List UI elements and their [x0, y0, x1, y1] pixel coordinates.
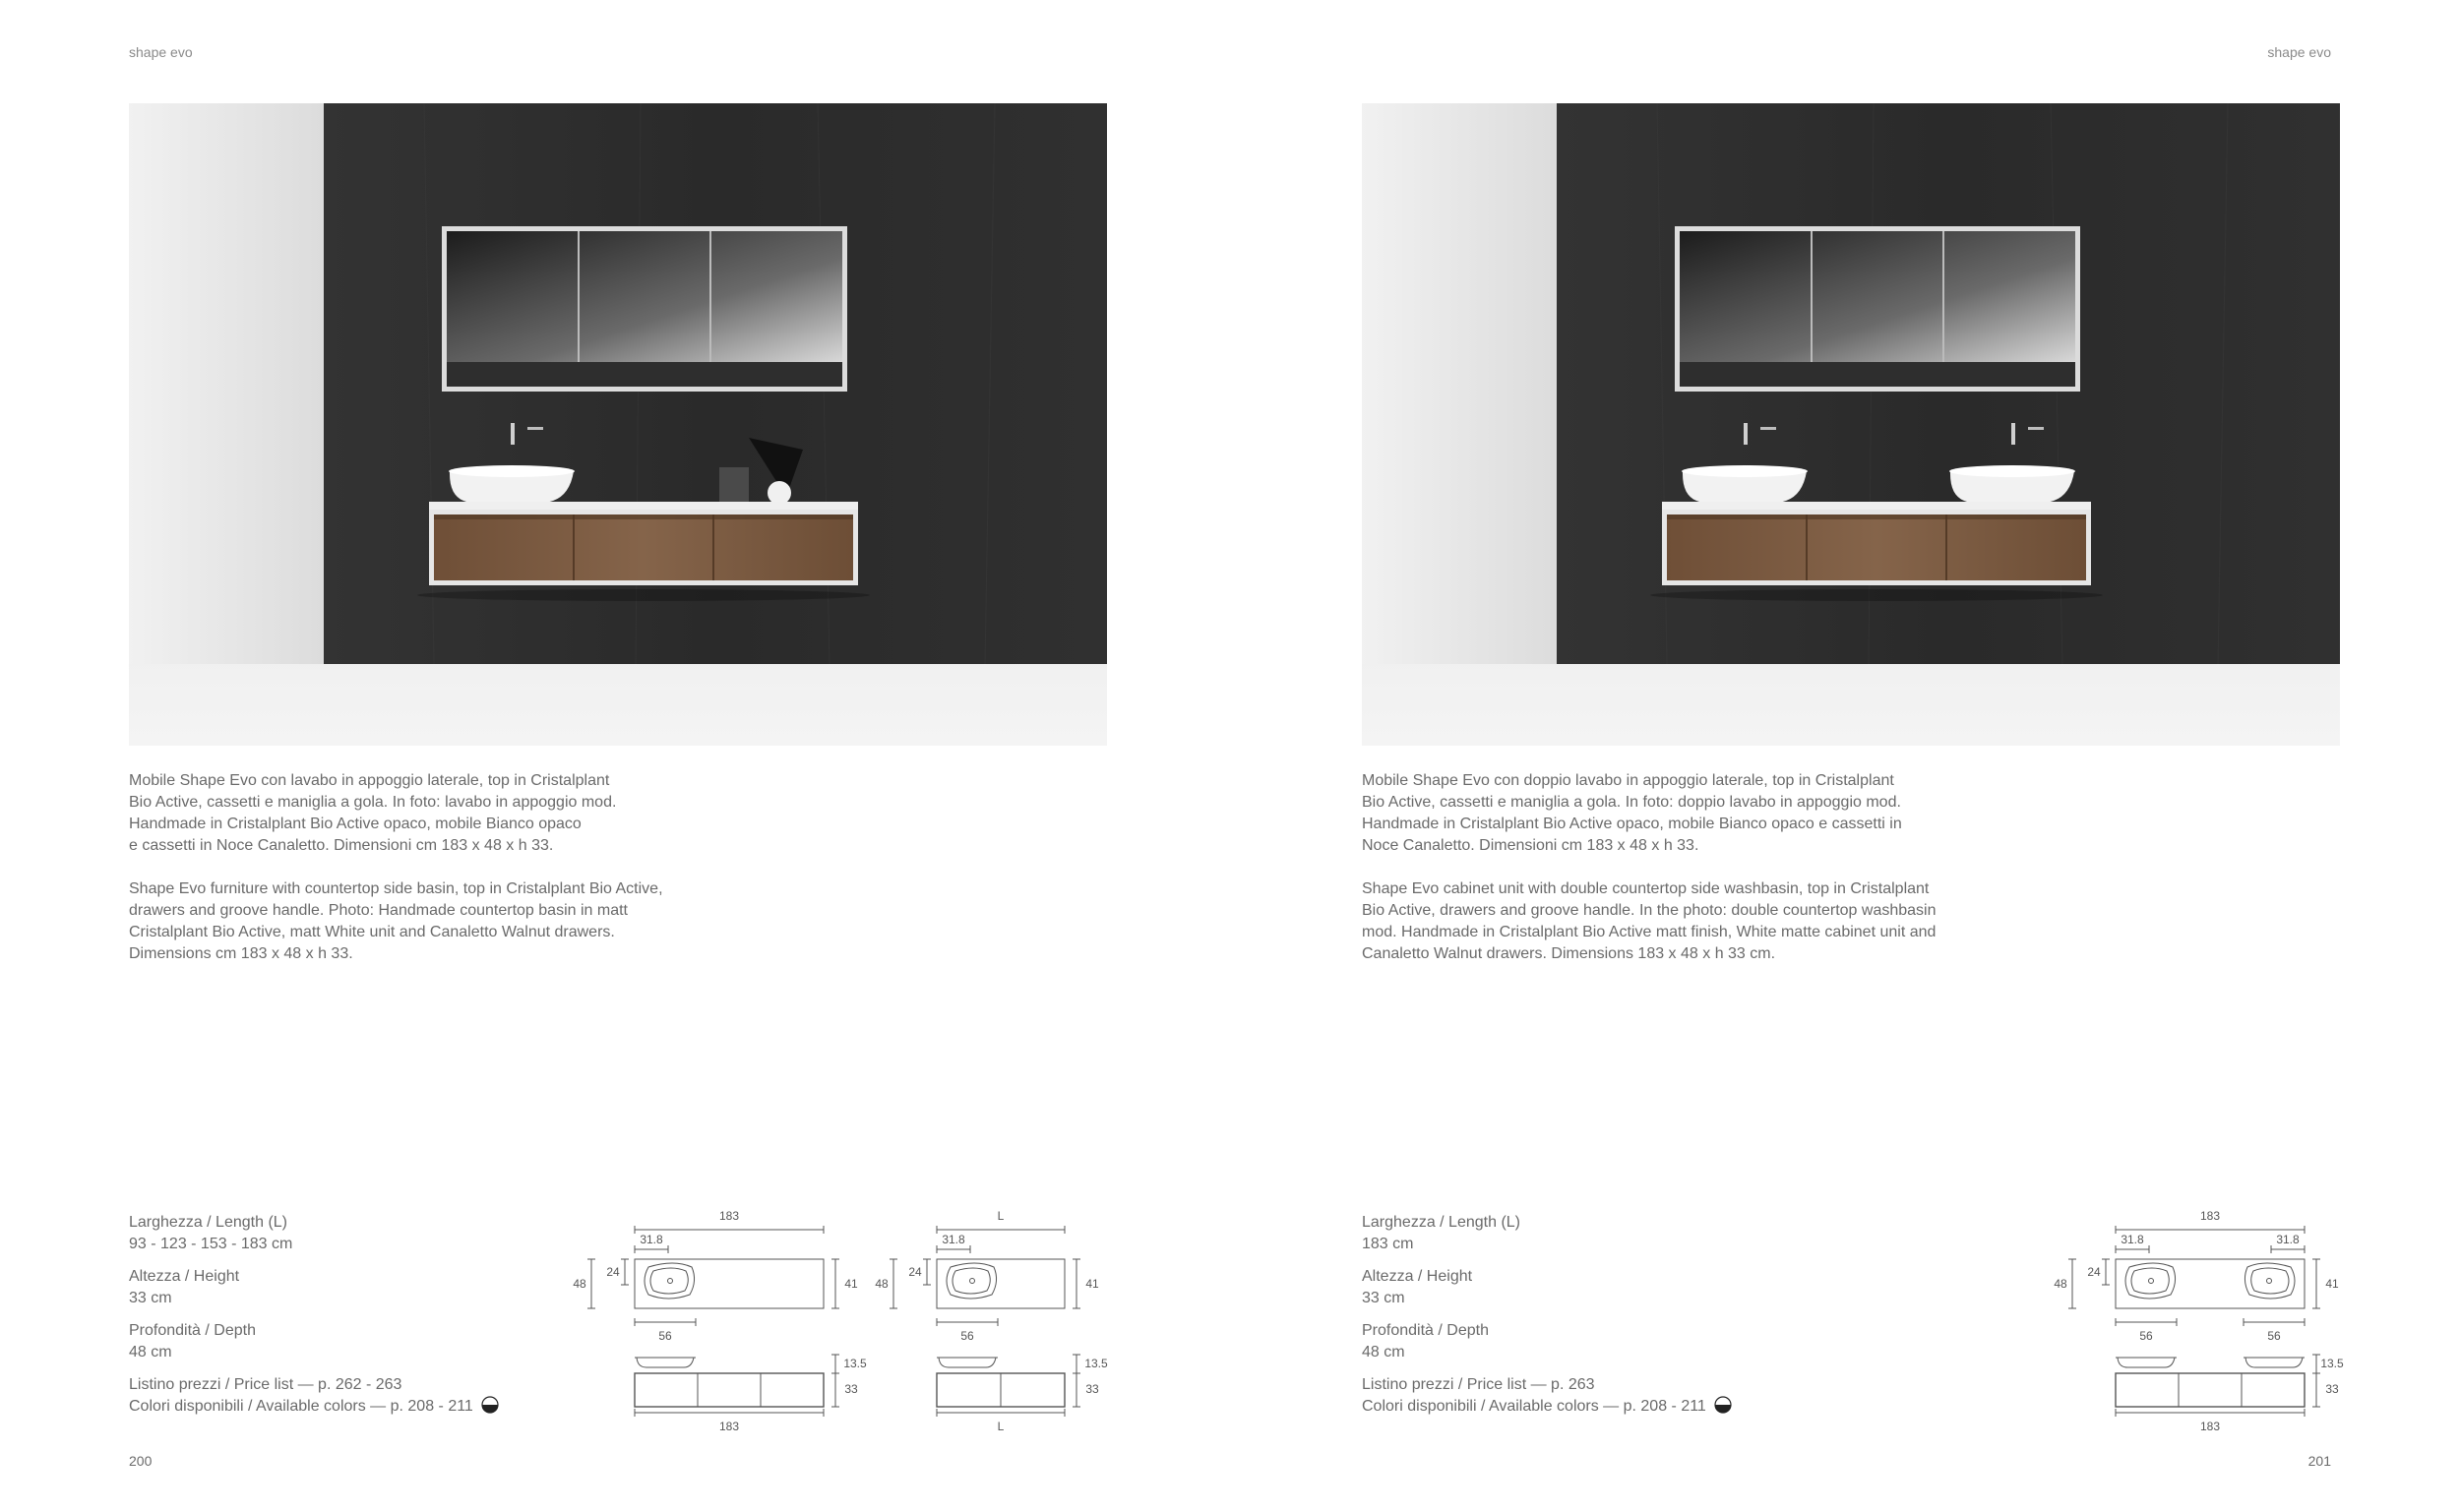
spec-label: Altezza / Height	[1362, 1268, 1473, 1285]
price-list-reference: Listino prezzi / Price list — p. 263	[1362, 1376, 1595, 1393]
dim-width-top: 183	[2199, 1209, 2221, 1223]
spec-length	[129, 1212, 542, 1255]
product-photo-single-basin	[129, 103, 1107, 746]
technical-drawing-variable-length	[868, 1202, 1163, 1438]
dim-offset: 31.8	[942, 1233, 965, 1246]
colors-text: Colori disponibili / Available colors — p. 208 - 211	[129, 1398, 473, 1415]
colors-reference	[1362, 1396, 1775, 1418]
dim-offset: 31.8	[640, 1233, 663, 1246]
spec-value: 33 cm	[129, 1290, 172, 1306]
dim-width-bottom: L	[997, 1420, 1005, 1433]
dim-depth: 48	[2054, 1277, 2067, 1291]
dim-basin-depth: 24	[908, 1265, 922, 1279]
product-photo-double-basin	[1362, 103, 2340, 746]
dim-basin-height: 13.5	[1084, 1357, 1108, 1370]
spec-depth	[129, 1320, 542, 1363]
page-number: 201	[2307, 1453, 2331, 1469]
spec-value: 93 - 123 - 153 - 183 cm	[129, 1236, 293, 1252]
colors-reference	[129, 1396, 542, 1418]
spec-list	[129, 1212, 542, 1428]
dim-depth: 48	[875, 1277, 889, 1291]
running-head: shape evo	[2267, 44, 2331, 60]
description-english: Shape Evo cabinet unit with double countertop side washbasin, top in Cristalplant Bio Active, drawers and groove handle. In the photo: double countertop washbasin mod. Handmade in Cristalplant Bio Active matt finish, White matte cabinet unit and Canaletto Walnut drawers. Dimensions 183 x 48 x h 33 cm.	[1362, 880, 1937, 962]
spec-list	[1362, 1212, 1775, 1428]
dim-unit-height: 33	[2325, 1382, 2339, 1396]
dim-depth: 48	[573, 1277, 586, 1291]
dim-basin-width-left: 56	[2139, 1329, 2153, 1343]
spec-label: Larghezza / Length (L)	[1362, 1214, 1520, 1231]
dim-basin-depth: 24	[2087, 1265, 2101, 1279]
spec-label: Altezza / Height	[129, 1268, 240, 1285]
dim-basin-depth: 24	[606, 1265, 620, 1279]
dim-top-depth: 41	[2325, 1277, 2339, 1291]
dim-width-top: 183	[718, 1209, 740, 1223]
color-swatch-icon	[1714, 1396, 1732, 1414]
product-description	[1362, 770, 1952, 987]
dim-width-top: L	[997, 1209, 1005, 1223]
spec-height	[129, 1266, 542, 1309]
running-head: shape evo	[129, 44, 193, 60]
spec-depth	[1362, 1320, 1775, 1363]
spec-label: Larghezza / Length (L)	[129, 1214, 287, 1231]
dim-width-bottom: 183	[2199, 1420, 2221, 1433]
page-number: 200	[129, 1453, 153, 1469]
spec-value: 33 cm	[1362, 1290, 1405, 1306]
dim-unit-height: 33	[844, 1382, 858, 1396]
product-description	[129, 770, 719, 987]
spec-label: Profondità / Depth	[1362, 1322, 1489, 1339]
spec-label: Profondità / Depth	[129, 1322, 256, 1339]
technical-drawing-183	[566, 1202, 867, 1438]
dim-basin-height: 13.5	[2320, 1357, 2344, 1370]
technical-drawing-double-183	[2047, 1202, 2342, 1438]
spec-value: 48 cm	[1362, 1344, 1405, 1361]
dim-width-bottom: 183	[718, 1420, 740, 1433]
description-italian: Mobile Shape Evo con lavabo in appoggio laterale, top in Cristalplant Bio Active, cassetti e maniglia a gola. In foto: lavabo in appoggio mod. Handmade in Cristalplant Bio Active opaco, mobile Bianco opaco e cassetti in Noce Canaletto. Dimensioni cm 183 x 48 x h 33.	[129, 772, 617, 854]
dim-offset-right: 31.8	[2276, 1233, 2300, 1246]
spec-value: 48 cm	[129, 1344, 172, 1361]
spec-height	[1362, 1266, 1775, 1309]
description-italian: Mobile Shape Evo con doppio lavabo in appoggio laterale, top in Cristalplant Bio Active, cassetti e maniglia a gola. In foto: doppio lavabo in appoggio mod. Handmade in Cristalplant Bio Active opaco, mobile Bianco opaco e cassetti in Noce Canaletto. Dimensioni cm 183 x 48 x h 33.	[1362, 772, 1902, 854]
dim-basin-width: 56	[960, 1329, 974, 1343]
colors-text: Colori disponibili / Available colors — p. 208 - 211	[1362, 1398, 1706, 1415]
price-list-reference: Listino prezzi / Price list — p. 262 - 263	[129, 1376, 402, 1393]
dim-basin-width-right: 56	[2267, 1329, 2281, 1343]
spec-pricing	[129, 1374, 542, 1418]
spec-value: 183 cm	[1362, 1236, 1414, 1252]
color-swatch-icon	[481, 1396, 499, 1414]
dim-top-depth: 41	[844, 1277, 858, 1291]
dim-basin-height: 13.5	[843, 1357, 867, 1370]
dim-unit-height: 33	[1085, 1382, 1099, 1396]
spec-length	[1362, 1212, 1775, 1255]
spec-pricing	[1362, 1374, 1775, 1418]
dim-basin-width: 56	[658, 1329, 672, 1343]
right-page	[1230, 0, 2460, 1512]
dim-offset-left: 31.8	[2121, 1233, 2144, 1246]
description-english: Shape Evo furniture with countertop side basin, top in Cristalplant Bio Active, drawers and groove handle. Photo: Handmade countertop basin in matt Cristalplant Bio Active, matt White unit and Canaletto Walnut drawers. Dimensions cm 183 x 48 x h 33.	[129, 880, 663, 962]
dim-top-depth: 41	[1085, 1277, 1099, 1291]
